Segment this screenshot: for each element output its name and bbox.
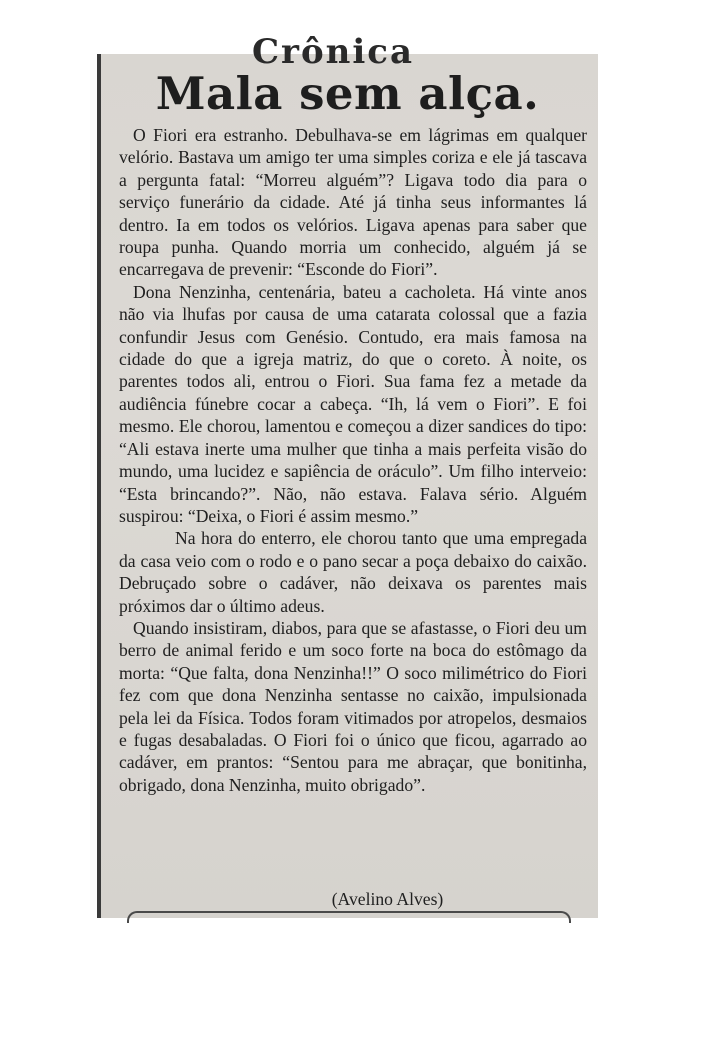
paragraph-2: Dona Nenzinha, centenária, bateu a cacholeta. Há vinte anos não via lhufas por causa de uma catarata colossal que a fazia confundir Jesus com Genésio. Contudo, era mais famosa na cidade do que a igreja matriz, do que o coreto. À noite, os parentes todos ali, entrou o Fiori. Sua fama fez a metade da audiência fúnebre cocar a cabeça. “Ih, lá vem o Fiori”. E foi mesmo. Ele chorou, lamentou e começou a dizer sandices do tipo: “Ali estava inerte uma mulher que tinha a mais perfeita visão do mundo, uma lucidez e sapiência de oráculo”. Um filho interveio: “Esta brincando?”. Não, não estava. Falava sério. Alguém suspirou: “Deixa, o Fiori é assim mesmo.” <box>119 281 587 526</box>
author-signature: (Avelino Alves) <box>331 889 444 909</box>
paragraph-4: Quando insistiram, diabos, para que se afastasse, o Fiori deu um berro de animal ferido e um soco forte na boca do estômago da morta: “Que falta, dona Nenzinha!!” O soco milimétrico do Fiori fez com que dona Nenzinha sentasse no caixão, impulsionada pela lei da Física. Todos foram vitimados por atropelos, desmaios e fugas desabaladas. O Fiori foi o único que ficou, agarrado ao cadáver, em prantos: “Sentou para me abraçar, que bonitinha, obrigado, dona Nenzinha, muito obrigado”. <box>119 617 587 795</box>
paragraph-1: O Fiori era estranho. Debulhava-se em lágrimas em qualquer velório. Bastava um amigo ter uma simples coriza e ele já tascava a pergunta fatal: “Morreu alguém”? Ligava todo dia para o serviço funerário da cidade. Até já tinha seus informantes lá dentro. Ia em todos os velórios. Ligava apenas para saber que roupa punha. Quando morria um conhecido, alguém já se encarregava de prevenir: “Esconde do Fiori”. <box>119 125 587 280</box>
paragraph-3: Na hora do enterro, ele chorou tanto que uma empregada da casa veio com o rodo e o pano secar a poça debaixo do caixão. Debruçado sobre o cadáver, não deixava os parentes mais próximos dar o último adeus. <box>119 528 587 616</box>
article-body <box>119 124 587 796</box>
bottom-border-rule <box>127 911 571 923</box>
clipping-shadow-edge <box>97 54 101 918</box>
cut-off-section-heading: Crônica <box>251 32 415 72</box>
newspaper-clipping <box>97 32 598 918</box>
article-title: Mala sem alça. <box>155 67 540 120</box>
